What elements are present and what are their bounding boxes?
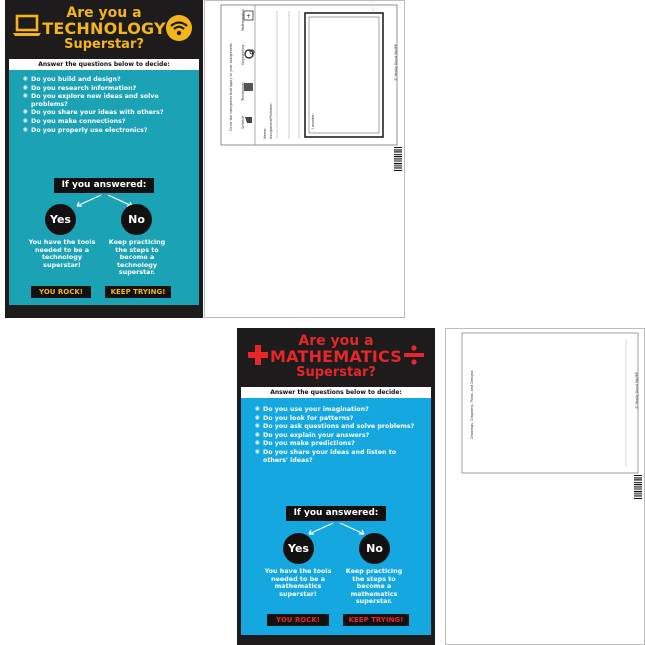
category-technology: Technology — [241, 82, 245, 101]
frame-label: I wonder: — [311, 113, 315, 129]
list-item: ◉ Do you explore new ideas and solve problems? — [23, 93, 187, 108]
no-circle: No — [121, 204, 152, 235]
name-label: Name: — [263, 127, 267, 139]
assignment-label: Assignment/Problem: — [269, 102, 273, 139]
barcode-icon — [634, 475, 642, 499]
list-item: ◉ Do you explain your answers? — [255, 432, 419, 440]
if-answered-label: If you answered: — [286, 506, 386, 521]
question-list — [23, 76, 187, 135]
category-engineering: Engineering — [241, 44, 245, 65]
category-mathematics: Mathematics — [241, 9, 245, 31]
worksheet-layout — [205, 1, 404, 317]
category-header: Circle the categories that apply to your assignment: — [229, 42, 233, 131]
list-item: ◉ Do you research information? — [23, 85, 187, 93]
keep-trying-badge: KEEP TRYING! — [105, 286, 171, 298]
yes-answer-text: You have the tools needed to be a technology superstar! — [28, 238, 96, 269]
category-science: Science — [241, 115, 245, 129]
mathematics-poster — [237, 328, 435, 645]
keep-trying-badge: KEEP TRYING! — [343, 614, 409, 626]
yes-circle: Yes — [283, 533, 314, 564]
list-item: ◉ Do you look for patterns? — [255, 415, 419, 423]
poster-title-line1: Are you a — [298, 333, 374, 349]
copyright-footer: © Really Good Stuff® — [394, 43, 398, 81]
you-rock-badge: YOU ROCK! — [267, 614, 329, 626]
list-item: ◉ Do you share your ideas and listen to others' ideas? — [255, 449, 419, 464]
technology-poster — [5, 0, 203, 318]
list-item: ◉ Do you use your imagination? — [255, 406, 419, 414]
instructions-bar: Answer the questions below to decide: — [9, 59, 199, 70]
list-item: ◉ Do you ask questions and solve problems? — [255, 423, 419, 431]
svg-text:+: + — [246, 13, 252, 20]
sheet-header: Drawings, Diagrams, Plans, and Designs — [470, 370, 474, 439]
question-list — [255, 406, 419, 465]
list-item: ◉ Do you share your ideas with others? — [23, 109, 187, 117]
list-item: ◉ Do you make predictions? — [255, 440, 419, 448]
poster-title-subject: MATHEMATICS — [270, 347, 402, 366]
yes-answer-text: You have the tools needed to be a mathematics superstar! — [264, 567, 332, 598]
if-answered-label: If you answered: — [54, 178, 154, 193]
arrow-yes-icon — [73, 194, 103, 208]
poster-title-line1: Are you a — [66, 5, 142, 21]
arrow-yes-icon — [305, 522, 335, 536]
list-item: ◉ Do you build and design? — [23, 76, 187, 84]
design-worksheet — [445, 328, 645, 645]
no-answer-text: Keep practicing the steps to become a technology superstar. — [108, 238, 166, 277]
poster-title-line3: Superstar? — [64, 37, 144, 52]
barcode-icon — [394, 147, 402, 171]
stem-worksheet — [204, 0, 405, 318]
arrow-no-icon — [338, 522, 368, 536]
no-circle: No — [359, 533, 390, 564]
no-answer-text: Keep practicing the steps to become a mathematics superstar. — [345, 567, 403, 606]
instructions-bar: Answer the questions below to decide: — [241, 387, 431, 398]
list-item: ◉ Do you properly use electronics? — [23, 127, 187, 135]
poster-title-line3: Superstar? — [296, 365, 376, 380]
worksheet-layout — [446, 329, 644, 644]
you-rock-badge: YOU ROCK! — [31, 286, 91, 298]
yes-circle: Yes — [45, 204, 76, 235]
poster-title-subject: TECHNOLOGY — [42, 19, 166, 38]
list-item: ◉ Do you make connections? — [23, 118, 187, 126]
copyright-footer: © Really Good Stuff® — [635, 371, 639, 409]
